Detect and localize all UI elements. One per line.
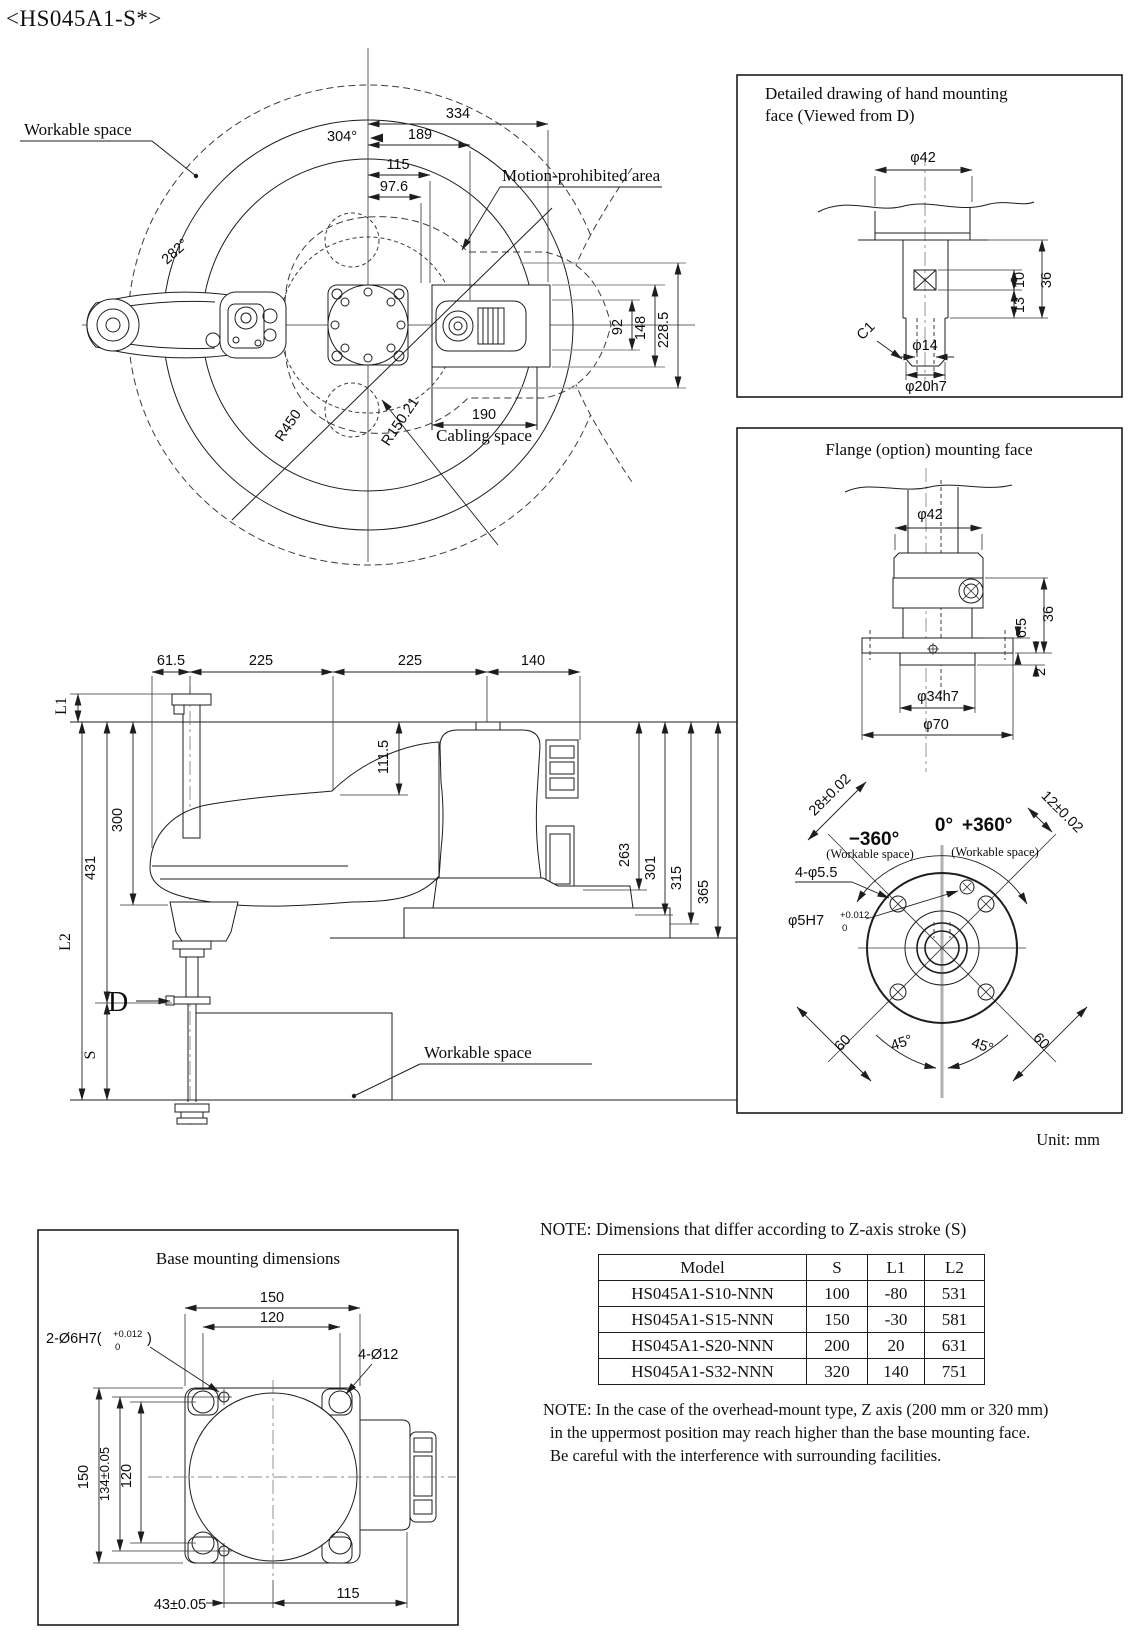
hand-dim-10: 10: [1012, 271, 1028, 289]
workable-space-lower-label: Workable space: [424, 1043, 532, 1062]
dim-12-label: 12±0.02: [1037, 788, 1086, 837]
pin-5h7-label: φ5H7: [788, 913, 825, 929]
cell-l2: 631: [925, 1333, 985, 1359]
hand-dia-42: φ42: [910, 150, 936, 166]
dim-300: 300: [110, 807, 126, 833]
dim-225-a: 225: [248, 653, 274, 669]
base-pin-tol-bottom: 0: [115, 1342, 121, 1353]
motion-prohibited-label: Motion-prohibited area: [502, 166, 661, 185]
dim-431: 431: [83, 855, 99, 881]
robot-arm-top-view: [87, 292, 286, 358]
base-bolt-holes-label: 4-Ø12: [358, 1347, 399, 1363]
flange-dia-70: φ70: [923, 717, 949, 733]
workable-space-left-note: (Workable space): [826, 847, 914, 861]
overhead-mount-note: [543, 1398, 1048, 1467]
hand-dim-36: 36: [1039, 271, 1055, 289]
dim-140: 140: [520, 653, 546, 669]
base-dim-120-top: 120: [259, 1310, 285, 1326]
dim-61-5: 61.5: [156, 653, 186, 669]
table-row: [599, 1333, 985, 1359]
pin-tol-top: +0.012: [840, 910, 870, 921]
side-view: [53, 653, 762, 1128]
angle-neg-360-label: −360°: [848, 829, 900, 850]
cell-l1: 20: [868, 1333, 925, 1359]
hand-dia-14: φ14: [912, 338, 938, 354]
base-dim-134: 134±0.05: [97, 1446, 112, 1502]
hand-face-title-line2: face (Viewed from D): [765, 106, 915, 125]
cell-l2: 751: [925, 1359, 985, 1385]
col-header-s: S: [807, 1255, 868, 1281]
dim-60-right: 60: [1029, 1029, 1053, 1053]
cell-l2: 531: [925, 1281, 985, 1307]
hand-dim-13: 13: [1012, 296, 1028, 314]
cell-l2: 581: [925, 1307, 985, 1333]
cell-model: HS045A1-S20-NNN: [599, 1333, 807, 1359]
holes-4-5-5-label: 4-φ5.5: [795, 865, 838, 881]
base-mounting-box: [38, 1230, 458, 1625]
cell-l1: -80: [868, 1281, 925, 1307]
base-title: Base mounting dimensions: [155, 1249, 341, 1268]
table-row: [599, 1307, 985, 1333]
col-header-l2: L2: [925, 1255, 985, 1281]
dim-s: S: [82, 1050, 99, 1060]
col-header-l1: L1: [868, 1255, 925, 1281]
page-title: <HS045A1-S*>: [6, 6, 162, 31]
cell-s: 100: [807, 1281, 868, 1307]
base-dim-120-left: 120: [119, 1463, 135, 1489]
base-dim-150-left: 150: [76, 1464, 92, 1490]
hand-mounting-face-box: [737, 75, 1122, 397]
cell-model: HS045A1-S15-NNN: [599, 1307, 807, 1333]
overhead-note-line3: Be careful with the interference with surrounding facilities.: [550, 1446, 942, 1465]
cell-model: HS045A1-S10-NNN: [599, 1281, 807, 1307]
base-pin-close: ): [147, 1331, 152, 1347]
cell-l1: -30: [868, 1307, 925, 1333]
dim-l2: L2: [57, 933, 74, 951]
cell-s: 150: [807, 1307, 868, 1333]
dim-263: 263: [617, 842, 633, 868]
cell-s: 200: [807, 1333, 868, 1359]
table-row: [599, 1281, 985, 1307]
overhead-note-line2: in the uppermost position may reach higher than the base mounting face.: [550, 1423, 1031, 1442]
dim-225-b: 225: [397, 653, 423, 669]
flange-dim-6-5: 6.5: [1014, 617, 1030, 639]
dim-365: 365: [696, 879, 712, 905]
flange-title: Flange (option) mounting face: [825, 440, 1033, 459]
dim-28-label: 28±0.02: [806, 771, 855, 820]
dim-111-5: 111.5: [376, 739, 392, 775]
base-pin-holes-label: 2-Ø6H7(: [46, 1331, 102, 1347]
flange-dia-34h7: φ34h7: [917, 689, 959, 705]
dim-l1: L1: [53, 697, 70, 715]
flange-box: [737, 428, 1122, 1113]
dim-315: 315: [669, 865, 685, 891]
dim-97-6: 97.6: [379, 179, 409, 195]
view-d-label: D: [108, 987, 129, 1018]
radius-450-label: R450: [272, 406, 306, 445]
cabling-space-label: Cabling space: [436, 426, 532, 445]
angle-45-right: 45°: [969, 1035, 996, 1058]
col-header-model: Model: [599, 1255, 807, 1281]
cell-l1: 140: [868, 1359, 925, 1385]
hand-face-title-line1: Detailed drawing of hand mounting: [765, 84, 1008, 103]
angle-282-label: 282°: [158, 236, 192, 269]
cell-s: 320: [807, 1359, 868, 1385]
workable-space-right-note: (Workable space): [951, 845, 1039, 859]
dim-115: 115: [386, 157, 410, 173]
table-row: [599, 1359, 985, 1385]
base-dim-43: 43±0.05: [153, 1597, 207, 1613]
dim-189: 189: [407, 127, 433, 143]
table-note: NOTE: Dimensions that differ according to Z-axis stroke (S): [540, 1219, 967, 1239]
flange-dim-2: 2: [1033, 667, 1049, 677]
radius-150-label: R150.21: [378, 394, 423, 449]
dim-228-5: 228.5: [656, 311, 672, 349]
hand-chamfer-c1: C1: [853, 318, 879, 344]
workable-space-label: Workable space: [24, 120, 132, 139]
flange-dim-36: 36: [1041, 605, 1057, 623]
angle-45-left: 45°: [888, 1032, 915, 1055]
flange-dia-42: φ42: [917, 507, 943, 523]
dim-334: 334: [445, 106, 471, 122]
table-header-row: [599, 1255, 985, 1281]
dim-92: 92: [610, 318, 626, 336]
dim-148: 148: [633, 315, 649, 341]
dim-60-left: 60: [831, 1031, 855, 1055]
angle-304-label: 304°: [327, 129, 357, 145]
base-pin-tol-top: +0.012: [113, 1329, 143, 1340]
top-view: [20, 48, 700, 565]
overhead-note-line1: NOTE: In the case of the overhead-mount type, Z axis (200 mm or 320 mm): [543, 1400, 1049, 1419]
cell-model: HS045A1-S32-NNN: [599, 1359, 807, 1385]
dim-301: 301: [643, 855, 659, 881]
angle-0-label: 0°: [934, 815, 954, 836]
base-dim-150-top: 150: [259, 1290, 285, 1306]
stroke-spec-table: [598, 1254, 985, 1385]
dim-190: 190: [471, 407, 497, 423]
pin-tol-bottom: 0: [842, 923, 848, 934]
unit-label: Unit: mm: [1036, 1130, 1100, 1149]
base-dim-115: 115: [336, 1586, 360, 1602]
robot-base-top-view: [328, 285, 408, 365]
hand-dia-20h7: φ20h7: [905, 379, 947, 395]
angle-pos-360-label: +360°: [962, 815, 1013, 836]
workable-space-lower-region: [196, 1013, 392, 1100]
